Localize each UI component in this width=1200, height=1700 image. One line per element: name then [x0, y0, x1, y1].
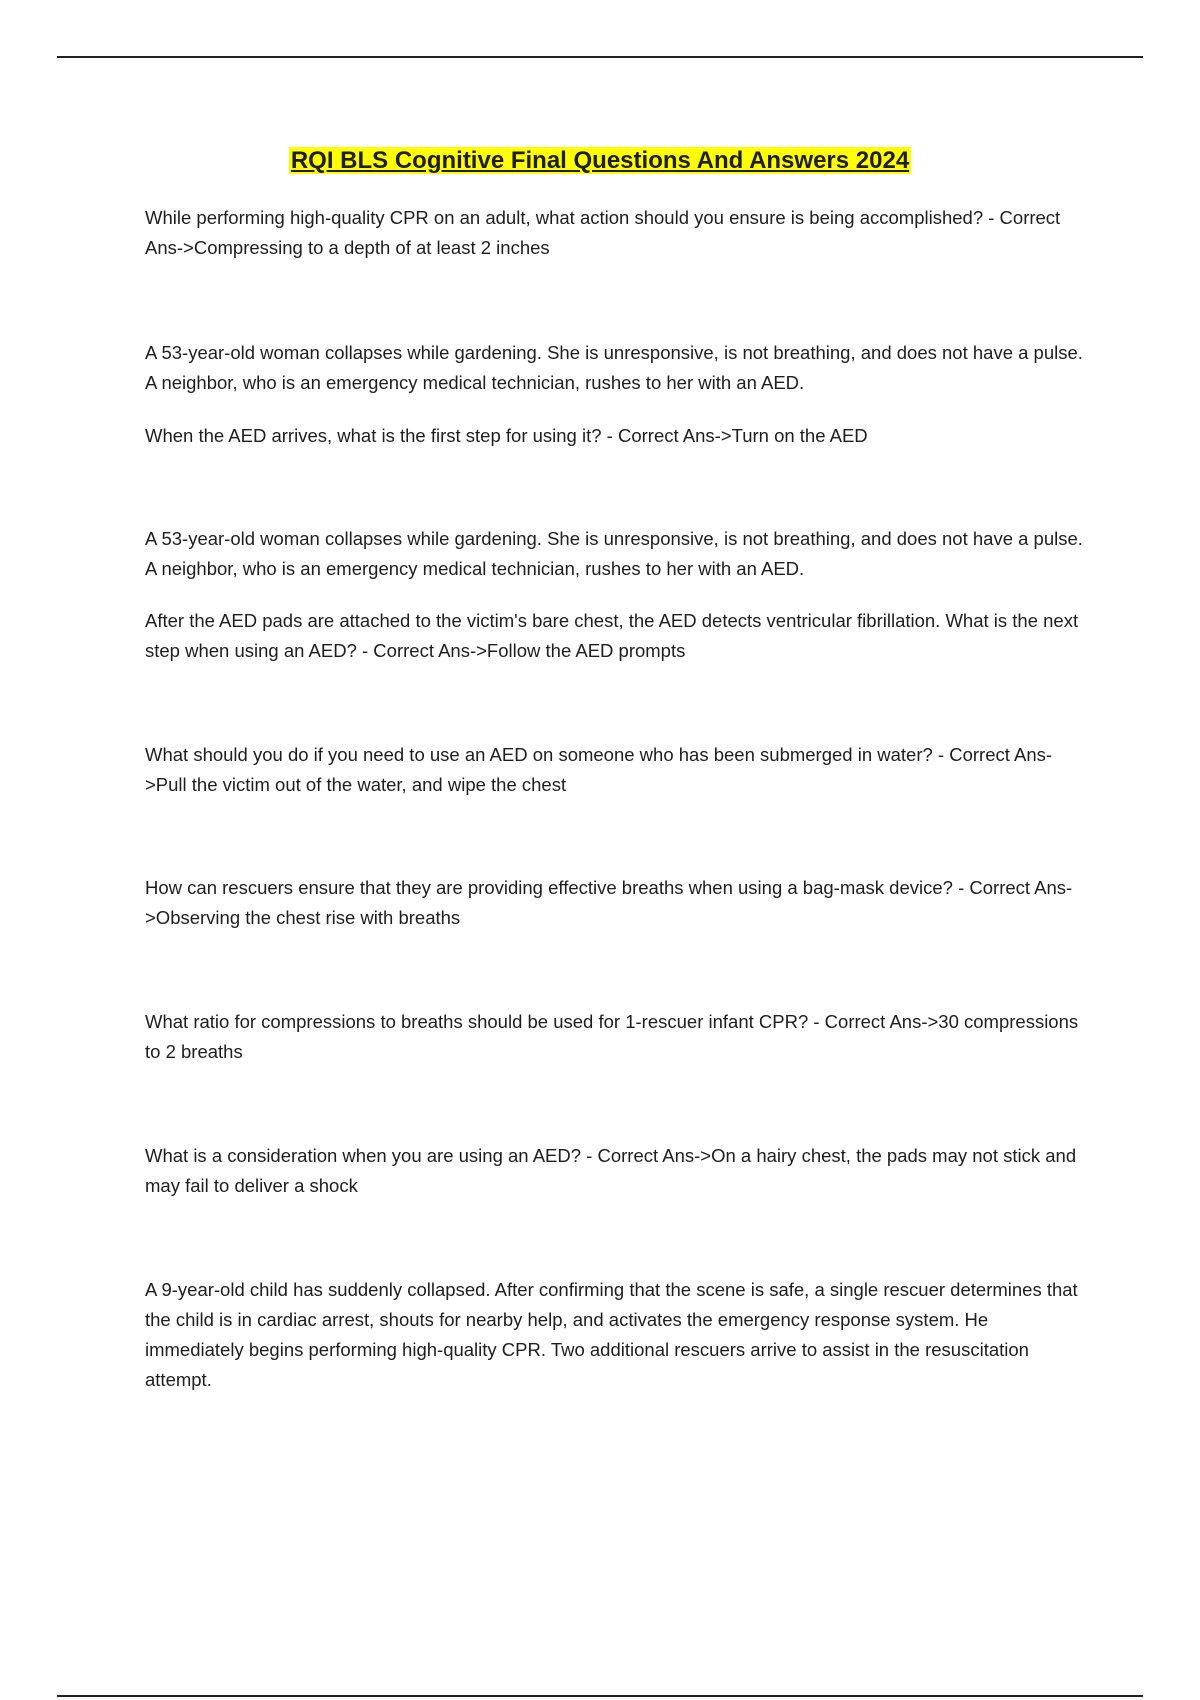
scenario-paragraph: A 9-year-old child has suddenly collapsed. After confirming that the scene is safe, a single rescuer determines that the child is in cardiac arrest, shouts for nearby help, and activates the emergency response system. He immediately begins performing high-quality CPR. Two additional rescuers arrive to assist in the resuscitation attempt. — [145, 1279, 1078, 1390]
header-rule — [57, 56, 1143, 58]
question-paragraph: How can rescuers ensure that they are providing effective breaths when using a bag-mask device? - Correct Ans->Observing the chest rise with breaths — [145, 877, 1073, 928]
question-paragraph: After the AED pads are attached to the victim's bare chest, the AED detects ventricular fibrillation. What is the next step when using an AED? - Correct Ans->Follow the AED prompts — [145, 610, 1079, 661]
scenario-paragraph: A 53-year-old woman collapses while gardening. She is unresponsive, is not breathing, and does not have a pulse. A neighbor, who is an emergency medical technician, rushes to her with an AED. — [145, 528, 1083, 579]
document-title-text: RQI BLS Cognitive Final Questions And Answers 2024 — [290, 147, 910, 174]
question-paragraph: What should you do if you need to use an AED on someone who has been submerged in water? - Correct Ans->Pull the victim out of the water, and wipe the chest — [145, 744, 1053, 795]
question-paragraph: What ratio for compressions to breaths should be used for 1-rescuer infant CPR? - Correct Ans->30 compressions to 2 breaths — [145, 1011, 1079, 1062]
footer-rule — [57, 1695, 1143, 1697]
question-paragraph: When the AED arrives, what is the first step for using it? - Correct Ans->Turn on the AED — [145, 425, 868, 446]
question-paragraph: What is a consideration when you are using an AED? - Correct Ans->On a hairy chest, the pads may not stick and may fail to deliver a shock — [145, 1145, 1077, 1196]
scenario-paragraph: A 53-year-old woman collapses while gardening. She is unresponsive, is not breathing, and does not have a pulse. A neighbor, who is an emergency medical technician, rushes to her with an AED. — [145, 342, 1083, 393]
question-paragraph: While performing high-quality CPR on an adult, what action should you ensure is being accomplished? - Correct Ans->Compressing to a depth of at least 2 inches — [145, 207, 1061, 258]
document-title — [0, 144, 1200, 178]
